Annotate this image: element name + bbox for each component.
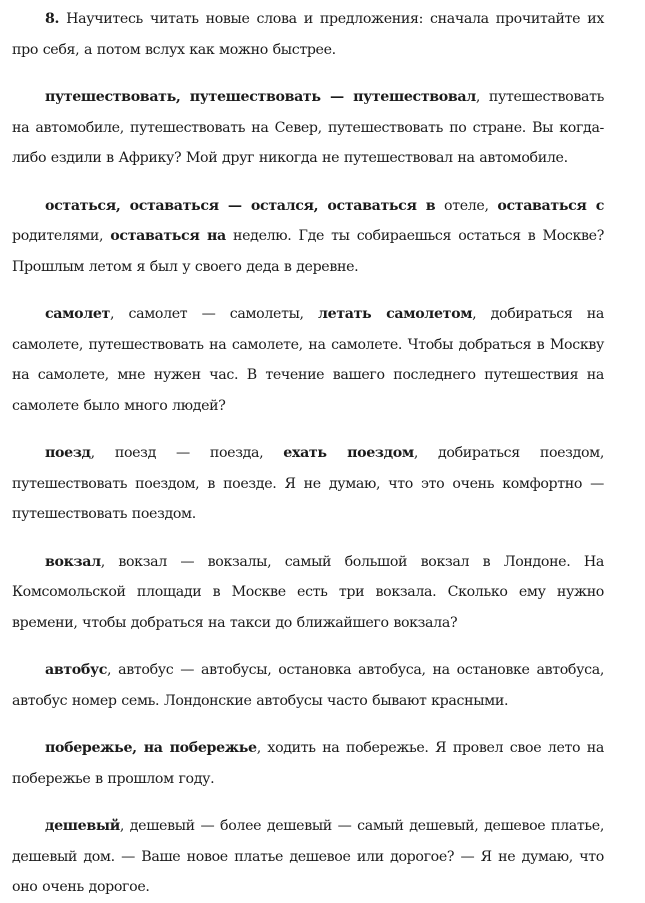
- vocab-paragraph-stay: [12, 191, 604, 283]
- vocab-paragraph-bus: [12, 655, 604, 716]
- vocab-paragraph-coast: [12, 733, 604, 794]
- vocab-text: , ходить на побережье. Я провел свое лето на побережье в прошлом году.: [12, 740, 604, 787]
- vocab-term: остаться, оставаться — остался, оставаться в: [45, 197, 436, 214]
- vocab-term: поезд: [45, 445, 91, 461]
- vocab-text: , самолет — самолеты,: [110, 306, 318, 322]
- vocab-term: самолет: [45, 306, 110, 322]
- vocab-paragraph-travel: [12, 82, 604, 174]
- vocab-text: , поезд — поезда,: [90, 445, 284, 461]
- vocab-term: оставаться на: [110, 228, 226, 244]
- vocab-term: оставаться с: [497, 197, 604, 214]
- vocab-term: побережье, на побережье: [45, 740, 257, 756]
- exercise-number: 8.: [45, 11, 60, 27]
- vocab-paragraph-station: [12, 547, 604, 639]
- vocab-text: , вокзал — вокзалы, самый большой вокзал в Лондоне. На Комсомольской площади в Москве есть три вокзала. Сколько ему нужно времени, чтобы добраться на такси до ближайшего вокзала?: [12, 553, 604, 631]
- vocab-term: ехать поездом: [283, 445, 414, 461]
- vocab-text: , автобус — автобусы, остановка автобуса, на остановке автобуса, автобус номер семь. Лондонские автобусы часто бывают красными.: [12, 662, 604, 709]
- vocab-text: , дешевый — более дешевый — самый дешевый, дешевое платье, дешевый дом. — Ваше новое платье дешевое или дорогое? — Я не думаю, что оно очень дорогое.: [12, 818, 604, 895]
- vocab-text: неделю. Где ты собираешься остаться в Москве? Прошлым летом я был у своего деда в деревне.: [12, 228, 604, 275]
- vocab-paragraph-train: [12, 438, 604, 530]
- exercise-instruction: [12, 4, 604, 65]
- vocab-term: путешествовать, путешествовать — путешествовал: [45, 89, 476, 105]
- vocab-text: , добираться на самолете, путешествовать на самолете, на самолете. Чтобы добраться в Москву на самолете, мне нужен час. В течение вашего последнего путешествия на самолете было много людей?: [12, 306, 604, 414]
- vocab-text: , добираться поездом, путешествовать поездом, в поезде. Я не думаю, что это очень комфортно — путешествовать поездом.: [12, 445, 604, 522]
- vocab-paragraph-cheap: [12, 811, 604, 903]
- vocab-text: , путешествовать на автомобиле, путешествовать на Север, путешествовать по стране. Вы когда-либо ездили в Африку? Мой друг никогда не путешествовал на автомобиле.: [12, 89, 604, 166]
- vocab-term: автобус: [45, 662, 108, 678]
- vocab-text: родителями,: [12, 228, 111, 244]
- document-page: [12, 4, 604, 903]
- vocab-term: летать самолетом: [318, 306, 473, 322]
- vocab-text: отеле,: [435, 197, 498, 214]
- vocab-term: вокзал: [45, 553, 101, 570]
- vocab-term: дешевый: [45, 818, 120, 834]
- instruction-text: Научитесь читать новые слова и предложения: сначала прочитайте их про себя, а потом вслух как можно быстрее.: [12, 11, 604, 58]
- vocab-paragraph-airplane: [12, 299, 604, 421]
